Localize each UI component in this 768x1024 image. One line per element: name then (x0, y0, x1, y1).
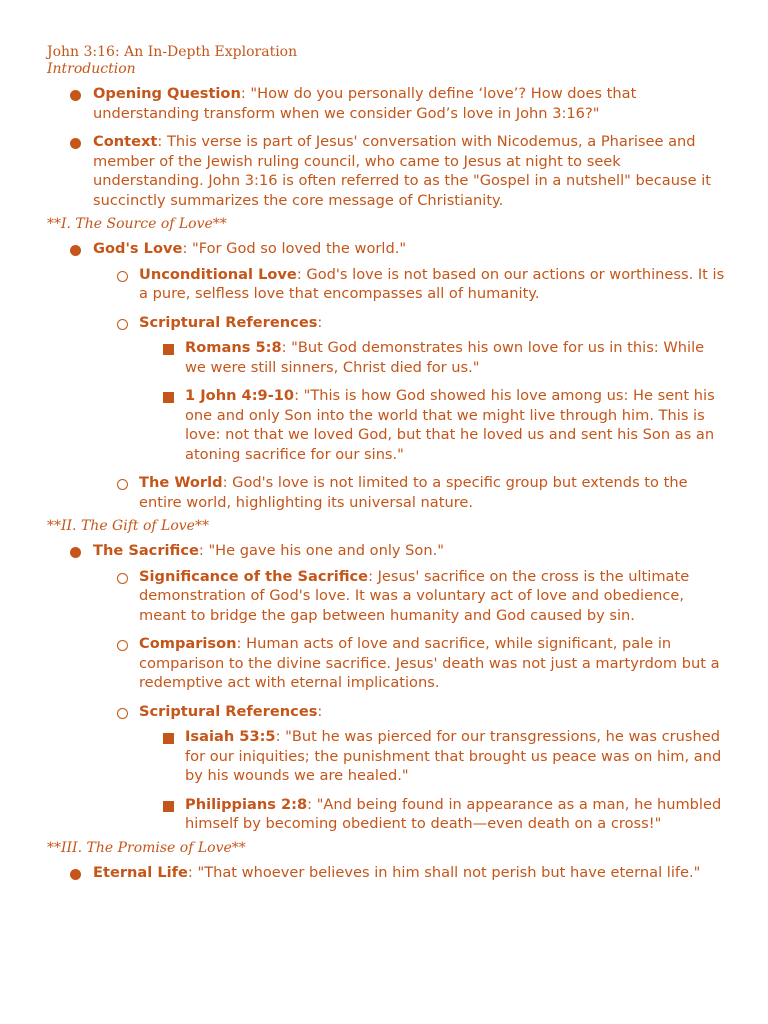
item-term: 1 John 4:9-10 (185, 387, 295, 404)
section-heading: **III. The Promise of Love** (47, 839, 246, 856)
list-item (139, 795, 727, 834)
list-item (139, 386, 727, 464)
square-bullet-icon (163, 801, 174, 812)
item-term: The World (139, 474, 223, 491)
list-item (93, 473, 727, 512)
item-text: : (317, 702, 323, 720)
item-text: : "But God demonstrates his own love for us in this: While we were still sinners, Christ died for us." (185, 339, 705, 376)
list-item (47, 239, 727, 512)
item-text: : "How do you personally define ‘love’? How does that understanding transform when we consider God’s love in John 3:16?" (93, 85, 637, 122)
item-term: Scriptural References (139, 702, 318, 720)
list-item (139, 727, 727, 786)
item-term: God's Love (93, 240, 183, 257)
section-heading: **I. The Source of Love** (47, 216, 227, 232)
intro-heading: Introduction (47, 61, 136, 77)
section1-list (47, 239, 727, 512)
item-text: : (317, 313, 323, 331)
item-text: : "This is how God showed his love among us: He sent his one and only Son into the world that we might live through him. This is love: not that we loved God, but that he loved us and sent his Son as an atoning sacrifice for our sins." (185, 387, 715, 463)
list-item (47, 132, 727, 210)
list-item (93, 265, 727, 304)
square-bullet-icon (163, 344, 174, 355)
item-term: Context (93, 133, 158, 150)
list-item (139, 338, 727, 377)
section2-list (47, 541, 727, 834)
section3-list (47, 863, 727, 883)
disc-bullet-icon (70, 547, 81, 558)
square-bullet-icon (163, 733, 174, 744)
intro-list (47, 84, 727, 210)
circle-bullet-icon (117, 708, 128, 719)
item-text: : "For God so loved the world." (182, 240, 407, 257)
item-text: : God's love is not limited to a specific group but extends to the entire world, highlighting its universal nature. (139, 474, 688, 511)
disc-bullet-icon (70, 90, 81, 101)
circle-bullet-icon (117, 479, 128, 490)
list-item (47, 84, 727, 123)
disc-bullet-icon (70, 869, 81, 880)
item-term: Opening Question (93, 85, 241, 102)
disc-bullet-icon (70, 245, 81, 256)
item-text: : God's love is not based on our actions or worthiness. It is a pure, selfless love that encompasses all of humanity. (139, 265, 725, 302)
list-item (47, 541, 727, 834)
circle-bullet-icon (117, 640, 128, 651)
item-term: Philippians 2:8 (185, 795, 308, 813)
document-page (47, 44, 727, 882)
item-term: Comparison (139, 635, 237, 652)
item-text: : "And being found in appearance as a man, he humbled himself by becoming obedient to death—even death on a cross!" (185, 795, 722, 832)
document-title: John 3:16: An In-Depth Exploration (47, 44, 298, 60)
item-text: : "He gave his one and only Son." (198, 542, 444, 559)
section2-references (139, 727, 727, 834)
section1-sublist (93, 265, 727, 513)
square-bullet-icon (163, 392, 174, 403)
item-term: Eternal Life (93, 863, 188, 881)
item-term: Isaiah 53:5 (185, 728, 276, 745)
item-text: : This verse is part of Jesus' conversation with Nicodemus, a Pharisee and member of the Jewish ruling council, who came to Jesus at night to seek understanding. John 3:16 is often referred to as the "Gospel in a nutshell" because it succinctly summarizes the core message of Christianity. (93, 133, 711, 209)
item-text: : "That whoever believes in him shall not perish but have eternal life." (187, 863, 701, 881)
item-term: The Sacrifice (93, 542, 199, 559)
item-term: Romans 5:8 (185, 339, 282, 356)
circle-bullet-icon (117, 271, 128, 282)
item-term: Significance of the Sacrifice (139, 567, 369, 585)
section-heading: **II. The Gift of Love** (47, 518, 209, 534)
section2-sublist (93, 567, 727, 834)
list-item (93, 702, 727, 834)
item-text: : Jesus' sacrifice on the cross is the ultimate demonstration of God's love. It was a voluntary act of love and obedience, meant to bridge the gap between humanity and God caused by sin. (139, 567, 690, 624)
item-text: : "But he was pierced for our transgressions, he was crushed for our iniquities; the punishment that brought us peace was on him, and by his wounds we are healed." (185, 728, 722, 784)
circle-bullet-icon (117, 319, 128, 330)
list-item (47, 863, 727, 883)
disc-bullet-icon (70, 138, 81, 149)
item-text: : Human acts of love and sacrifice, while significant, pale in comparison to the divine sacrifice. Jesus' death was not just a martyrdom but a redemptive act with eternal implications. (139, 635, 720, 691)
item-term: Scriptural References (139, 313, 318, 331)
item-term: Unconditional Love (139, 265, 297, 283)
circle-bullet-icon (117, 573, 128, 584)
section1-references (139, 338, 727, 464)
list-item (93, 567, 727, 626)
list-item (93, 634, 727, 693)
list-item (93, 313, 727, 465)
